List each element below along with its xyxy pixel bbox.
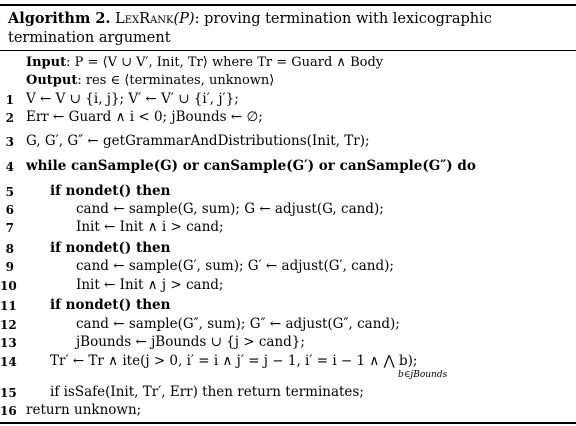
algo-line-8 (0, 239, 576, 259)
line-code: cand ← sample(G″, sum); G″ ← adjust(G″, cand); (76, 316, 400, 332)
line-code: while canSample(G) or canSample(G′) or canSample(G″) do (26, 158, 476, 174)
algo-line-11 (0, 296, 576, 316)
line-number: 16 (0, 404, 17, 418)
algorithm-label: Algorithm 2. (8, 10, 111, 27)
algorithm-name: LexRank (115, 11, 174, 27)
algo-line-2 (0, 108, 576, 128)
line-number: 10 (0, 279, 17, 293)
input-label: Input (26, 55, 67, 70)
line-number: 8 (5, 242, 14, 256)
algorithm-caption: : proving termination with lexicographic termination argument (8, 11, 492, 46)
input-text: : P = ⟨V ∪ V′, Init, Tr⟩ where Tr = Guard ∧ Body (66, 55, 384, 70)
line-code: if nondet() then (50, 183, 171, 199)
line-code: jBounds ← jBounds ∪ {j > cand}; (76, 334, 305, 350)
algo-line-15 (0, 383, 576, 403)
line-number: 14 (0, 355, 17, 369)
line-code: cand ← sample(G′, sum); G′ ← adjust(G′, cand); (76, 258, 394, 274)
bottom-rule (0, 422, 576, 424)
line-code: Init ← Init ∧ j > cand; (76, 277, 224, 293)
line-code: if isSafe(Init, Tr′, Err) then return terminates; (50, 384, 364, 400)
line-number: 5 (5, 185, 14, 199)
algo-line-5 (0, 182, 576, 202)
line-number: 15 (0, 386, 17, 400)
line-code: G, G′, G″ ← getGrammarAndDistributions(Init, Tr); (26, 133, 370, 149)
algo-line-12 (0, 315, 576, 335)
line-number: 3 (5, 135, 14, 149)
line-number: 9 (5, 260, 14, 274)
line-code: if nondet() then (50, 297, 171, 313)
line-number: 2 (5, 111, 14, 125)
line-number: 6 (5, 203, 14, 217)
algo-line-1 (0, 90, 576, 110)
title-rule (0, 50, 576, 51)
output-label: Output (26, 73, 78, 88)
line-code: Tr′ ← Tr ∧ ite(j > 0, i′ = i ∧ j′ = j − 1, i′ = i − 1 ∧ ⋀ b); (50, 353, 418, 369)
line-code: Err ← Guard ∧ i < 0; jBounds ← ∅; (26, 109, 263, 125)
line-code: if nondet() then (50, 240, 171, 256)
output-line (26, 73, 274, 88)
line-code: Init ← Init ∧ i > cand; (76, 219, 224, 235)
line-number: 4 (5, 160, 14, 174)
algo-line-6 (0, 200, 576, 220)
line-number: 11 (0, 299, 17, 313)
top-rule (0, 4, 576, 6)
line-code: return unknown; (26, 402, 142, 418)
algo-line-16 (0, 401, 576, 421)
line-number: 1 (5, 93, 14, 107)
algo-line-4 (0, 157, 576, 177)
line-code: cand ← sample(G, sum); G ← adjust(G, cand); (76, 201, 384, 217)
line-code: V ← V ∪ {i, j}; V′ ← V′ ∪ {i′, j′}; (26, 91, 239, 107)
line-number: 7 (5, 221, 14, 235)
algo-line-7 (0, 218, 576, 238)
algorithm-param: (P) (173, 11, 195, 27)
output-text: : res ∈ ⟨terminates, unknown⟩ (77, 73, 275, 88)
algo-line-10 (0, 276, 576, 296)
line-number: 12 (0, 318, 17, 332)
algo-line-14 (0, 352, 576, 380)
algo-line-13 (0, 333, 576, 353)
algo-line-3 (0, 132, 576, 152)
input-line (26, 55, 383, 70)
algorithm-title (8, 9, 568, 48)
line-number: 13 (0, 336, 17, 350)
algo-line-9 (0, 257, 576, 277)
bigwedge-subscript: b∈jBounds (398, 370, 448, 380)
